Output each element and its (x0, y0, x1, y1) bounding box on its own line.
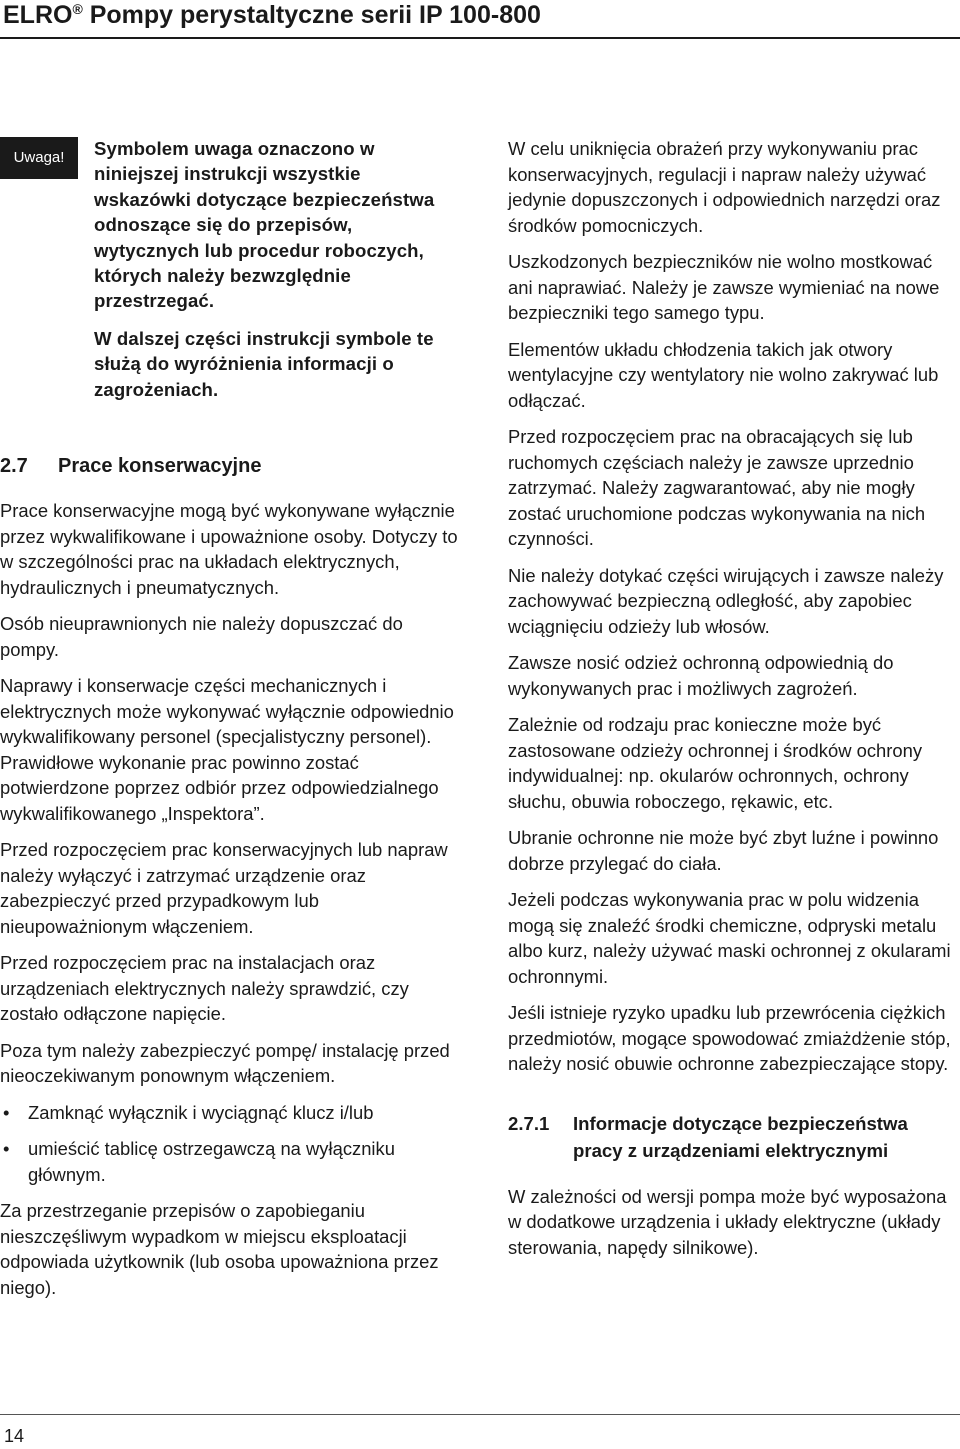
body-paragraph: W zależności od wersji pompa może być wyposażona w dodatkowe urządzenia i układy elektryczne (układy sterowania, napędy silnikowe). (508, 1185, 947, 1258)
body-paragraph: Nie należy dotykać części wirujących i zawsze należy zachowywać bezpieczną odległość, aby zapobiec wciągnięciu odzieży lub włosów. (508, 564, 944, 637)
bullet-item (0, 1100, 460, 1126)
subsection-heading (508, 1110, 960, 1164)
body-paragraph: Zawsze nosić odzież ochronną odpowiednią do wykonywanych prac i możliwych zagrożeń. (508, 652, 894, 699)
subsection-number: 2.7.1 (508, 1112, 550, 1134)
body-paragraph: Za przestrzeganie przepisów o zapobieganiu nieszczęśliwym wypadkom w miejscu eksploatacji odpowiada użytkownik (lub osoba upoważniona przez niego). (0, 1200, 439, 1298)
body-paragraph: Naprawy i konserwacje części mechanicznych i elektrycznych może wykonywać wyłącznie odpowiednio wykwalifikowany personel (specjalistyczny personel). Prawidłowe wykonanie prac powinno zostać potwierdzone poprzez odbiór przez odpowiedzialnego wykwalifikowanego „Inspektora”. (0, 675, 454, 824)
bullet-item (0, 1136, 460, 1187)
body-paragraph: Przed rozpoczęciem prac konserwacyjnych lub napraw należy wyłączyć i zatrzymać urządzenie oraz zabezpieczyć przed przypadkowym lub nieupoważnionym włączeniem. (0, 839, 448, 937)
bullet-text: umieścić tablicę ostrzegawczą na wyłączniku głównym. (28, 1138, 395, 1185)
header-divider (0, 37, 960, 39)
bullet-text: Zamknąć wyłącznik i wyciągnąć klucz i/lub (28, 1101, 374, 1123)
page-header-title (3, 0, 541, 30)
body-paragraph: Przed rozpoczęciem prac na obracających się lub ruchomych częściach należy je zawsze uprzednio zatrzymać. Należy zagwarantować, aby nie mogły zostać uruchomione podczas wykonywania na nich czynności. (508, 426, 926, 549)
registered-mark: ® (72, 1, 83, 17)
subsection-title: Informacje dotyczące bezpieczeństwa pracy z urządzeniami elektrycznymi (573, 1112, 908, 1161)
warning-paragraph: W dalszej części instrukcji symbole te służą do wyróżnienia informacji o zagrożeniach. (94, 327, 434, 400)
section-heading (0, 452, 460, 480)
right-column (508, 136, 960, 1271)
page-number: 14 (4, 1426, 25, 1446)
body-paragraph: Jeśli istnieje ryzyko upadku lub przewrócenia ciężkich przedmiotów, mogące spowodować zmiażdżenie stóp, należy nosić obuwie ochronne zabezpieczające stopy. (508, 1002, 951, 1074)
bullet-marker: • (3, 1101, 10, 1123)
warning-badge: Uwaga! (0, 137, 78, 179)
body-paragraph: Ubranie ochronne nie może być zbyt luźne i powinno dobrze przylegać do ciała. (508, 827, 939, 874)
body-paragraph: Osób nieuprawnionych nie należy dopuszczać do pompy. (0, 613, 403, 660)
section-number: 2.7 (0, 455, 28, 478)
body-paragraph: Poza tym należy zabezpieczyć pompę/ instalację przed nieoczekiwanym ponownym włączeniem. (0, 1039, 450, 1087)
brand-name: ELRO (3, 1, 73, 29)
body-paragraph: W celu uniknięcia obrażeń przy wykonywaniu prac konserwacyjnych, regulacji i napraw należy używać jedynie dopuszczonych i odpowiednich narzędzi oraz środków pomocniczych. (508, 138, 941, 236)
body-paragraph: Zależnie od rodzaju prac konieczne może być zastosowane odzieży ochronnej i środków ochrony indywidualnej: np. okularów ochronnych, ochrony słuchu, obuwia roboczego, rękawic, etc. (508, 714, 923, 812)
body-paragraph: Uszkodzonych bezpieczników nie wolno mostkować ani naprawiać. Należy je zawsze wymieniać na nowe bezpieczniki tego samego typu. (508, 251, 940, 323)
footer-divider (0, 1414, 960, 1415)
warning-note (0, 136, 460, 402)
bullet-list (0, 1100, 460, 1188)
left-column (0, 136, 460, 1311)
body-paragraph: Jeżeli podczas wykonywania prac w polu widzenia mogą się znaleźć środki chemiczne, odpryski metalu albo kurz, należy używać maski ochronnej z okularami ochronnymi. (508, 889, 951, 987)
bullet-marker: • (3, 1138, 10, 1160)
document-title: Pompy perystaltyczne serii IP 100-800 (89, 1, 541, 29)
body-paragraph: Przed rozpoczęciem prac na instalacjach oraz urządzeniach elektrycznych należy sprawdzić, czy zostało odłączone napięcie. (0, 952, 409, 1025)
body-paragraph: Prace konserwacyjne mogą być wykonywane wyłącznie przez wykwalifikowane i upoważnione osoby. Dotyczy to w szczególności prac na układach elektrycznych, hydraulicznych i pneumatycznych. (0, 500, 458, 598)
section-title: Prace konserwacyjne (58, 455, 262, 478)
body-paragraph: Elementów układu chłodzenia takich jak otwory wentylacyjne czy wentylatory nie wolno zakrywać lub odłączać. (508, 338, 939, 411)
warning-paragraph: Symbolem uwaga oznaczono w niniejszej instrukcji wszystkie wskazówki dotyczące bezpieczeństwa odnoszące się do przepisów, wytycznych lub procedur roboczych, których należy bezwzględnie przestrzegać. (94, 138, 435, 312)
